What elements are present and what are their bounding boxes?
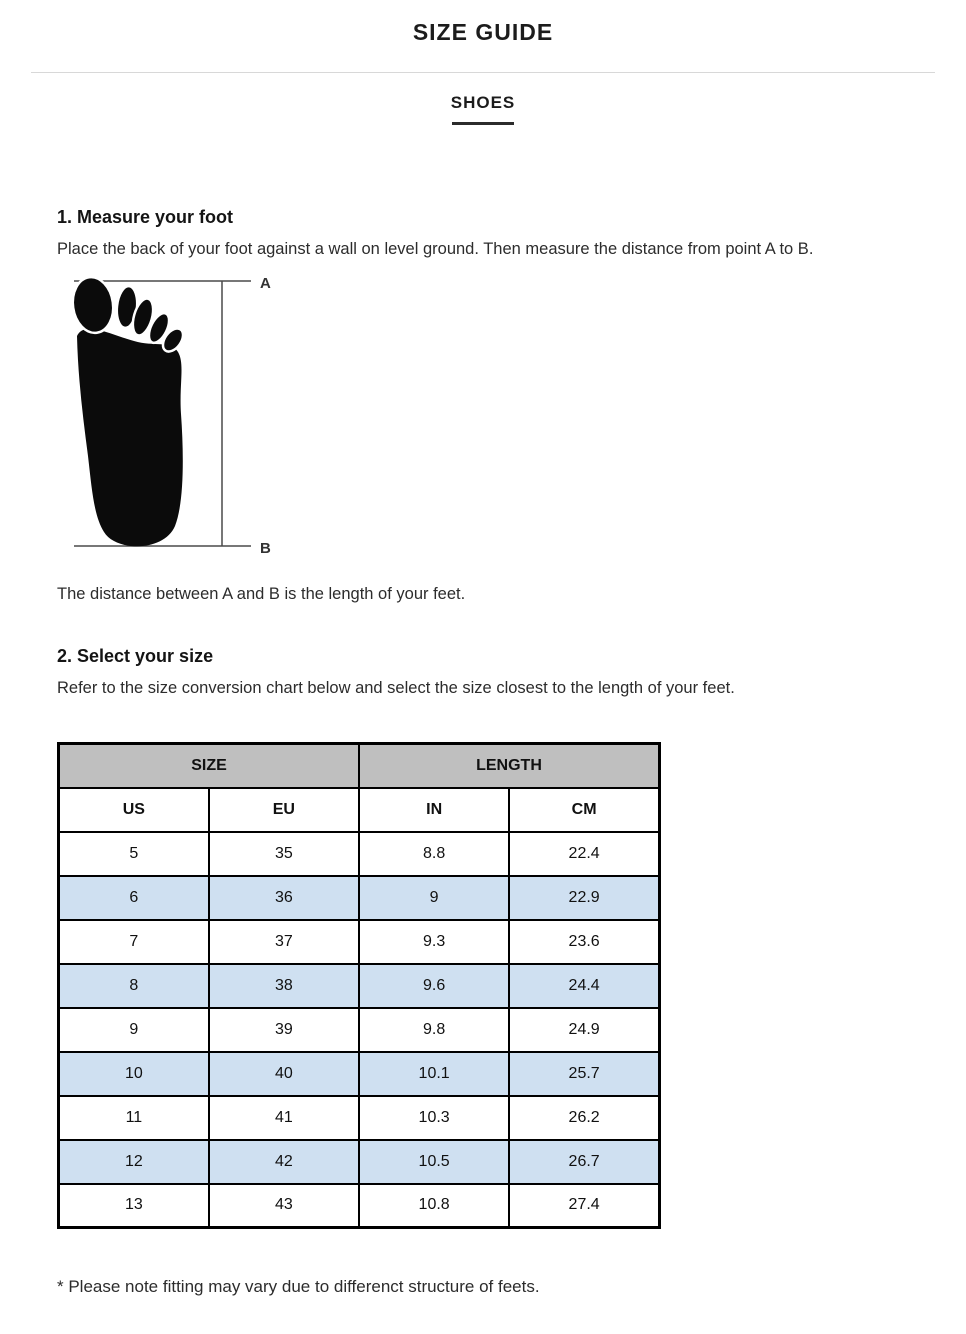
cell-us: 6 — [59, 876, 209, 920]
table-row — [59, 1140, 660, 1184]
cell-us: 12 — [59, 1140, 209, 1184]
cell-us: 13 — [59, 1184, 209, 1228]
cell-eu: 38 — [209, 964, 359, 1008]
column-header-eu: EU — [209, 788, 359, 832]
cell-eu: 35 — [209, 832, 359, 876]
table-column-header-row — [59, 788, 660, 832]
cell-in: 10.3 — [359, 1096, 509, 1140]
column-header-in: IN — [359, 788, 509, 832]
cell-eu: 36 — [209, 876, 359, 920]
group-header-length: LENGTH — [359, 744, 660, 788]
cell-cm: 24.9 — [509, 1008, 659, 1052]
table-row — [59, 1096, 660, 1140]
cell-cm: 23.6 — [509, 920, 659, 964]
cell-cm: 26.7 — [509, 1140, 659, 1184]
top-divider — [31, 72, 935, 73]
step2-body: Refer to the size conversion chart below and select the size closest to the length of your feet. — [57, 679, 735, 697]
cell-cm: 22.9 — [509, 876, 659, 920]
cell-us: 5 — [59, 832, 209, 876]
table-group-header-row — [59, 744, 660, 788]
cell-in: 10.8 — [359, 1184, 509, 1228]
cell-us: 9 — [59, 1008, 209, 1052]
cell-us: 11 — [59, 1096, 209, 1140]
tab-active-underline — [452, 122, 514, 125]
cell-us: 10 — [59, 1052, 209, 1096]
cell-in: 10.5 — [359, 1140, 509, 1184]
footnote: * Please note fitting may vary due to differenct structure of feets. — [57, 1277, 540, 1296]
cell-cm: 27.4 — [509, 1184, 659, 1228]
cell-eu: 39 — [209, 1008, 359, 1052]
cell-in: 9.3 — [359, 920, 509, 964]
table-row — [59, 832, 660, 876]
cell-eu: 41 — [209, 1096, 359, 1140]
group-header-size: SIZE — [59, 744, 360, 788]
page-title: SIZE GUIDE — [412, 19, 554, 45]
table-row — [59, 1184, 660, 1228]
step1-heading: 1. Measure your foot — [57, 207, 234, 227]
cell-eu: 43 — [209, 1184, 359, 1228]
point-a-label: A — [260, 275, 271, 292]
cell-us: 8 — [59, 964, 209, 1008]
foot-silhouette-icon — [69, 274, 187, 546]
cell-in: 10.1 — [359, 1052, 509, 1096]
size-conversion-table — [57, 742, 661, 1229]
cell-eu: 37 — [209, 920, 359, 964]
foot-measurement-diagram — [59, 269, 909, 561]
step2-heading: 2. Select your size — [57, 646, 214, 666]
tab-shoes[interactable]: SHOES — [450, 93, 516, 112]
cell-cm: 25.7 — [509, 1052, 659, 1096]
step1-caption: The distance between A and B is the length of your feet. — [57, 585, 466, 603]
cell-cm: 24.4 — [509, 964, 659, 1008]
table-row — [59, 920, 660, 964]
point-b-label: B — [260, 540, 271, 557]
table-row — [59, 1008, 660, 1052]
table-row — [59, 964, 660, 1008]
column-header-cm: CM — [509, 788, 659, 832]
cell-in: 9.6 — [359, 964, 509, 1008]
cell-eu: 42 — [209, 1140, 359, 1184]
column-header-us: US — [59, 788, 209, 832]
cell-in: 9.8 — [359, 1008, 509, 1052]
cell-cm: 26.2 — [509, 1096, 659, 1140]
table-row — [59, 1052, 660, 1096]
cell-in: 9 — [359, 876, 509, 920]
cell-in: 8.8 — [359, 832, 509, 876]
cell-cm: 22.4 — [509, 832, 659, 876]
cell-us: 7 — [59, 920, 209, 964]
cell-eu: 40 — [209, 1052, 359, 1096]
step1-body: Place the back of your foot against a wall on level ground. Then measure the distance from point A to B. — [57, 240, 814, 258]
table-row — [59, 876, 660, 920]
